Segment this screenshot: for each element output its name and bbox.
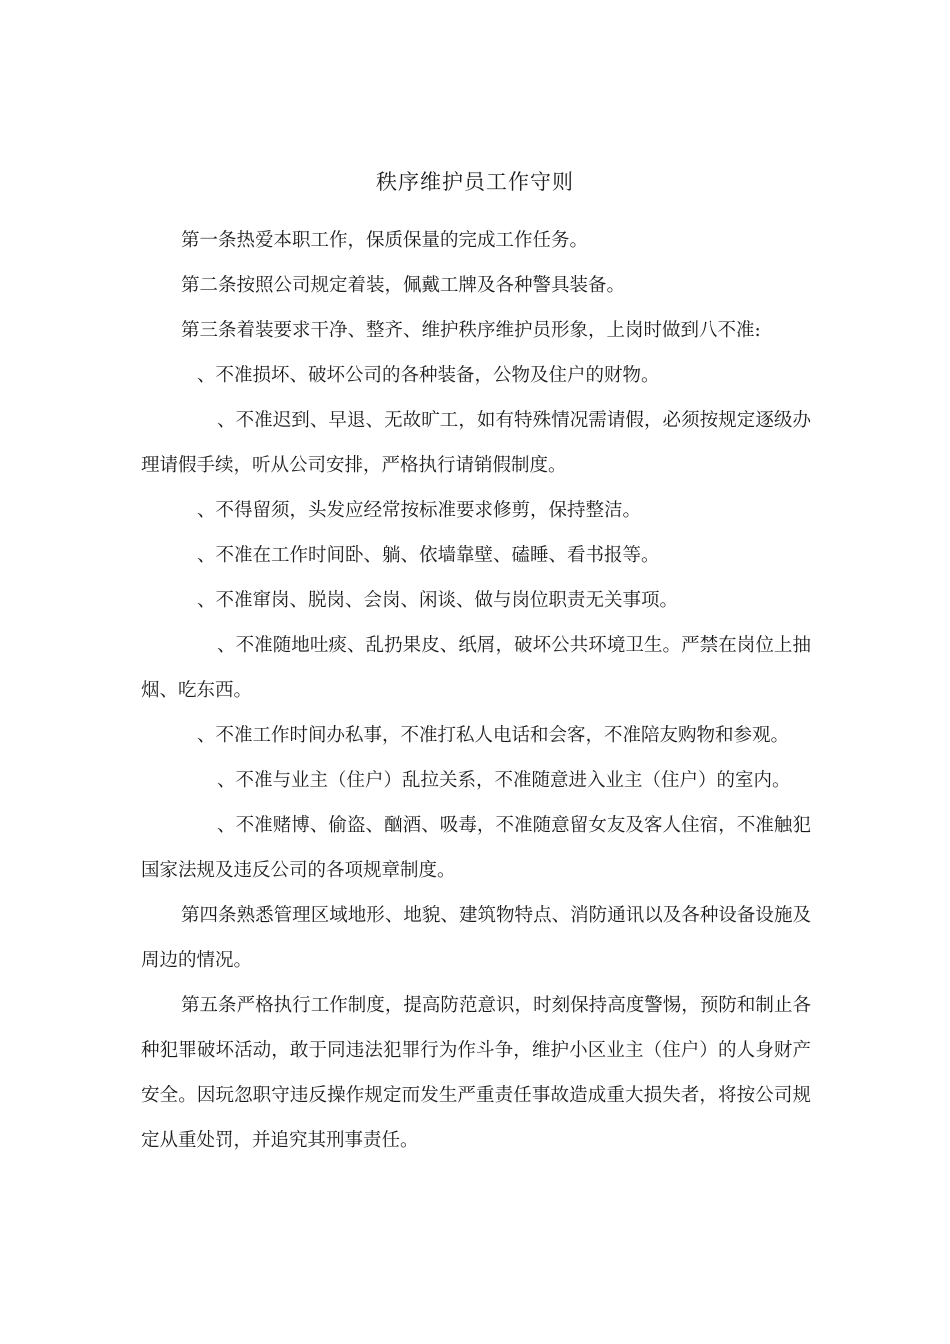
rule-item: 、不准窜岗、脱岗、会岗、闲谈、做与岗位职责无关事项。 [197,590,679,611]
rule-item: 、不准赌博、偷盗、酗酒、吸毒，不准随意留女友及客人住宿，不准触犯国家法规及违反公司的各项规章制度。 [141,815,811,881]
rule-item: 、不准工作时间办私事，不准打私人电话和会客，不准陪友购物和参观。 [197,725,790,746]
rule-item: 、不准在工作时间卧、躺、依墙靠壁、磕睡、看书报等。 [197,545,660,566]
rule-item: 、不准与业主（住户）乱拉关系，不准随意进入业主（住户）的室内。 [217,770,791,791]
rule-item: 、不准迟到、早退、无故旷工，如有特殊情况需请假，必须按规定逐级办理请假手续，听从公司安排，严格执行请销假制度。 [141,410,811,476]
rule-item: 、不得留须，头发应经常按标准要求修剪，保持整洁。 [197,500,642,521]
document-title: 秩序维护员工作守则 [376,170,574,194]
rule-item: 、不准损坏、破坏公司的各种装备，公物及住户的财物。 [197,365,660,386]
article-2: 第二条按照公司规定着装，佩戴工牌及各种警具装备。 [181,275,626,296]
article-1: 第一条热爱本职工作，保质保量的完成工作任务。 [181,230,589,251]
rule-item: 、不准随地吐痰、乱扔果皮、纸屑，破坏公共环境卫生。严禁在岗位上抽烟、吃东西。 [141,635,811,701]
article-3: 第三条着装要求干净、整齐、维护秩序维护员形象，上岗时做到八不准: [181,320,761,341]
document-body [141,218,811,1163]
article-5: 第五条严格执行工作制度，提高防范意识，时刻保持高度警惕，预防和制止各种犯罪破坏活动，敢于同违法犯罪行为作斗争，维护小区业主（住户）的人身财产安全。因玩忽职守违反操作规定而发生严重责任事故造成重大损失者，将按公司规定从重处罚，并追究其刑事责任。 [141,995,811,1151]
article-4: 第四条熟悉管理区域地形、地貌、建筑物特点、消防通讯以及各种设备设施及周边的情况。 [141,905,811,971]
